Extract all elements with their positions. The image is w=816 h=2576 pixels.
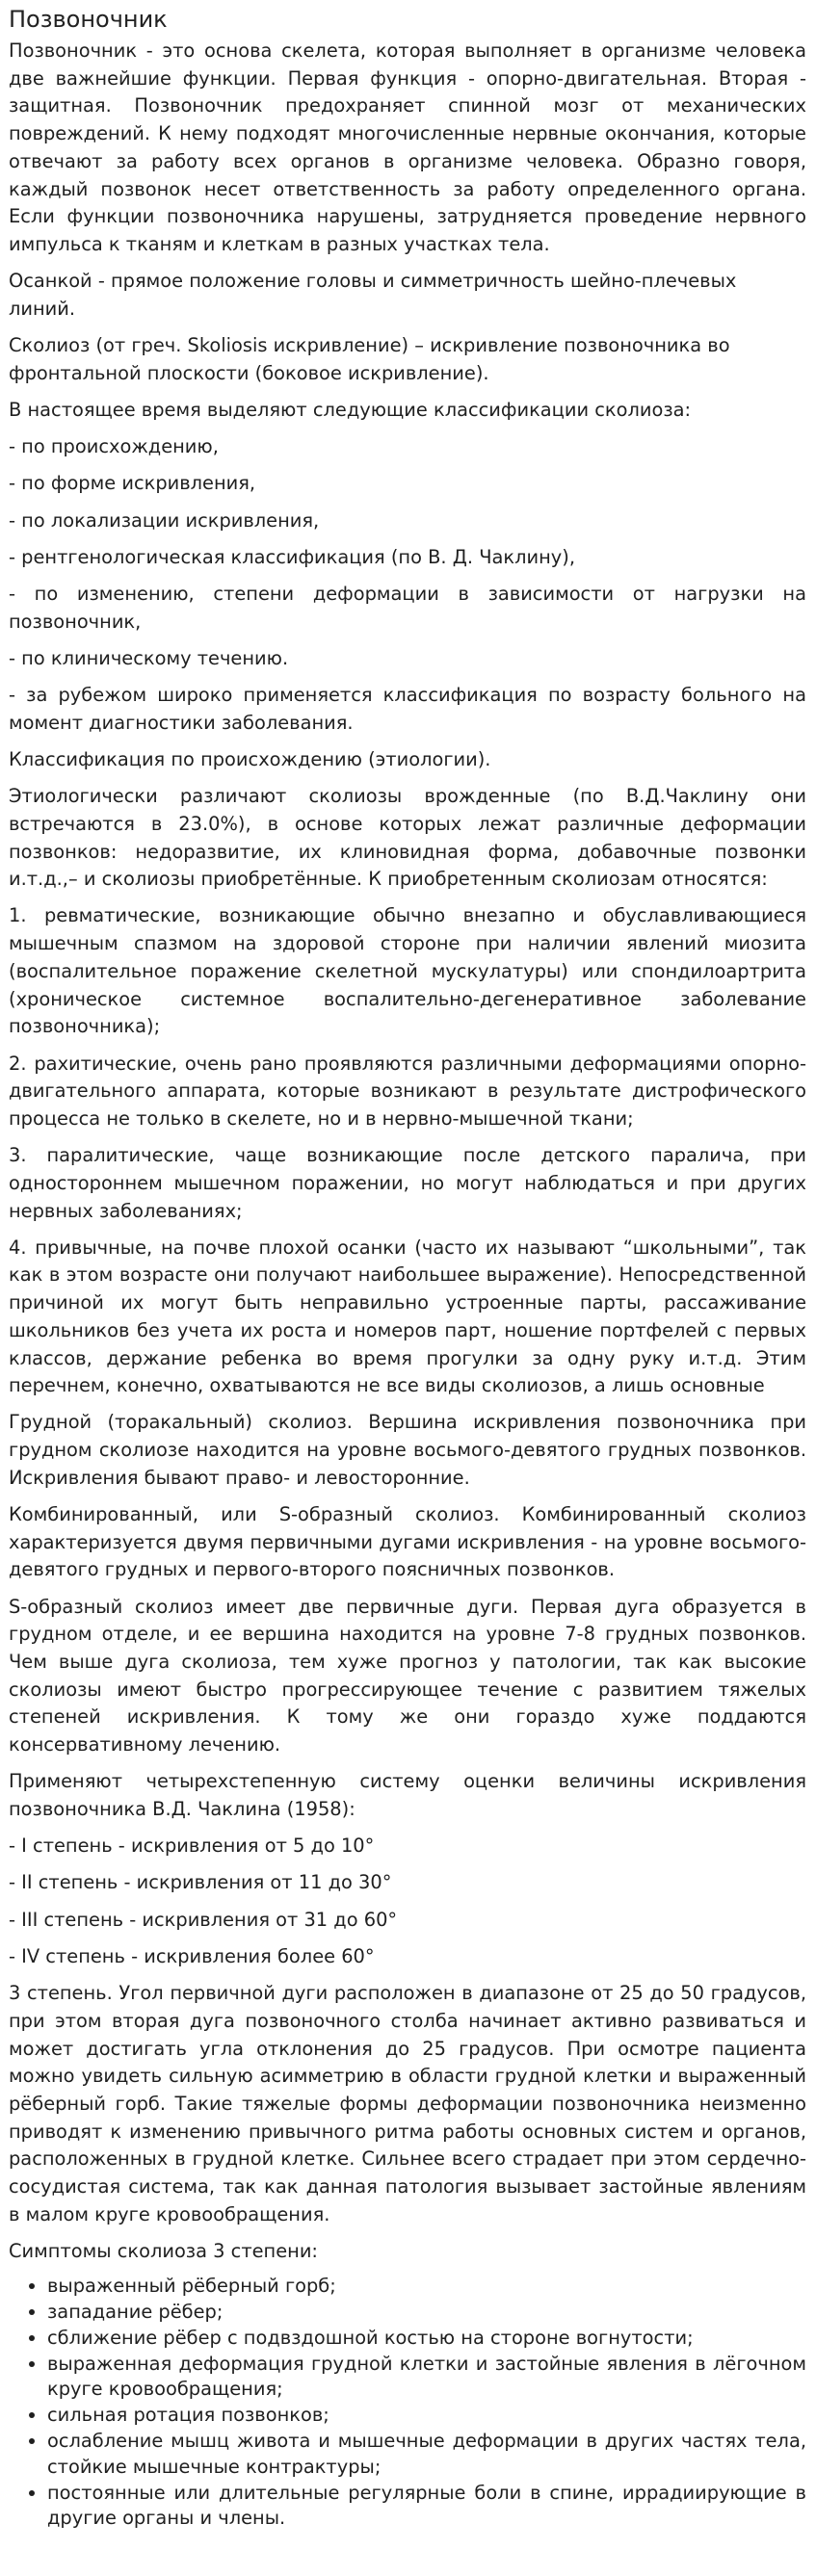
paragraph-scoliosis-definition: Сколиоз (от греч. Skoliosis искривление) – искривление позвоночника во фронтальной плоскости (боковое искривление).	[9, 334, 730, 384]
article	[0, 6, 816, 2532]
list-item: • ослабление мышц живота и мышечные деформации в других частях тела, стойкие мышечные контрактуры;	[47, 2429, 806, 2481]
list-item: • сильная ротация позвонков;	[47, 2403, 806, 2429]
paragraph-symptoms-heading: Симптомы сколиоза 3 степени:	[9, 2239, 318, 2262]
paragraph-s-shaped-scoliosis: S-образный сколиоз имеет две первичные дуги. Первая дуга образуется в грудном отделе, и ее вершина находится на уровне 7-8 грудных позвонков. Чем выше дуга сколиоза, тем хуже прогноз у патологии, так как высокие сколиозы имеют быстро прогрессирующее течение с развитием тяжелых степеней искривления. К тому же они гораздо хуже поддаются консервативному лечению.	[9, 1595, 806, 1756]
list-item: • сближение рёбер с подвздошной костью на стороне вогнутости;	[47, 2326, 806, 2352]
acquired-type-item: 2. рахитические, очень рано проявляются различными деформациями опорно-двигательного аппарата, которые возникают в результате дистрофического процесса не только в скелете, но и в нервно-мышечной ткани;	[9, 1052, 806, 1130]
paragraph-etiology-heading: Классификация по происхождению (этиологии).	[9, 747, 491, 770]
page-title: Позвоночник	[9, 6, 168, 33]
paragraph-combined-scoliosis: Комбинированный, или S-образный сколиоз. Комбинированный сколиоз характеризуется двумя первичными дугами искривления - на уровне восьмого-девятого грудных и первого-второго поясничных позвонков.	[9, 1503, 806, 1581]
paragraph-thoracic-scoliosis: Грудной (торакальный) сколиоз. Вершина искривления позвоночника при грудном сколиозе находится на уровне восьмого-девятого грудных позвонков. Искривления бывают право- и левосторонние.	[9, 1411, 806, 1489]
paragraph-degree-system: Применяют четырехстепенную систему оценки величины искривления позвоночника В.Д. Чаклина (1958):	[9, 1770, 806, 1821]
acquired-type-item: 4. привычные, на почве плохой осанки (часто их называют “школьными”, так как в этом возрасте они получают наибольшее выражение). Непосредственной причиной их могут быть неправильно устроенные парты, рассаживание школьников без учета их роста и номеров парт, ношение портфелей с первых классов, держание ребенка во время прогулки за одну руку и.т.д. Этим перечнем, конечно, охватываются не все виды сколиозов, а лишь основные	[9, 1236, 806, 1397]
classification-item: - по локализации искривления,	[9, 508, 320, 532]
list-item: • выраженный рёберный горб;	[47, 2274, 806, 2300]
classification-item: - по клиническому течению.	[9, 646, 289, 669]
classification-item: - за рубежом широко применяется классификация по возрасту больного на момент диагностики заболевания.	[9, 684, 806, 734]
classification-item: - по происхождению,	[9, 435, 219, 458]
acquired-type-item: 1. ревматические, возникающие обычно внезапно и обуславливающиеся мышечным спазмом на здоровой стороне при наличии явлений миозита (воспалительное поражение скелетной мускулатуры) или спондилоартрита (хроническое системное воспалительно-дегенеративное заболевание позвоночника);	[9, 904, 806, 1038]
classification-item: - по изменению, степени деформации в зависимости от нагрузки на позвоночник,	[9, 582, 806, 633]
paragraph-third-degree: 3 степень. Угол первичной дуги расположен в диапазоне от 25 до 50 градусов, при этом вторая дуга позвоночного столба начинает активно развиваться и может достигать угла отклонения до 25 градусов. При осмотре пациента можно увидеть сильную асимметрию в области грудной клетки и выраженный рёберный горб. Такие тяжелые формы деформации позвоночника неизменно приводят к изменению привычного ритма работы основных систем и органов, расположенных в грудной клетке. Сильнее всего страдает при этом сердечно-сосудистая система, так как данная патология вызывает застойные явлениям в малом круге кровообращения.	[9, 1982, 806, 2225]
paragraph-posture: Осанкой - прямое положение головы и симметричность шейно-плечевых линий.	[9, 270, 737, 320]
classification-item: - рентгенологическая классификация (по В. Д. Чаклину),	[9, 545, 576, 568]
degree-item: - III степень - искривления от 31 до 60°	[9, 1908, 398, 1931]
paragraph-classifications-intro: В настоящее время выделяют следующие классификации сколиоза:	[9, 398, 692, 421]
list-item: • постоянные или длительные регулярные боли в спине, иррадиирующие в другие органы и члены.	[47, 2481, 806, 2533]
symptoms-list	[9, 2274, 806, 2532]
paragraph-etiology: Этиологически различают сколиозы врожденные (по В.Д.Чаклину они встречаются в 23.0%), в основе которых лежат различные деформации позвонков: недоразвитие, их клиновидная форма, добавочные позвонки и.т.д.,– и сколиозы приобретённые. К приобретенным сколиозам относятся:	[9, 785, 806, 891]
degree-item: - IV степень - искривления более 60°	[9, 1944, 375, 1967]
acquired-type-item: 3. паралитические, чаще возникающие после детского паралича, при одностороннем мышечном поражении, но могут наблюдаться и при других нервных заболеваниях;	[9, 1144, 806, 1222]
classification-item: - по форме искривления,	[9, 472, 256, 495]
degree-item: - II степень - искривления от 11 до 30°	[9, 1871, 392, 1894]
list-item: • выраженная деформация грудной клетки и застойные явления в лёгочном круге кровообращения;	[47, 2352, 806, 2404]
list-item: • западание рёбер;	[47, 2300, 806, 2326]
degree-item: - I степень - искривления от 5 до 10°	[9, 1834, 375, 1858]
paragraph-intro: Позвоночник - это основа скелета, которая выполняет в организме человека две важнейшие функции. Первая функция - опорно-двигательная. Вторая - защитная. Позвоночник предохраняет спинной мозг от механических повреждений. К нему подходят многочисленные нервные окончания, которые отвечают за работу всех органов в организме человека. Образно говоря, каждый позвонок несет ответственность за работу определенного органа. Если функции позвоночника нарушены, затрудняется проведение нервного импульса к тканям и клеткам в разных участках тела.	[9, 39, 806, 255]
